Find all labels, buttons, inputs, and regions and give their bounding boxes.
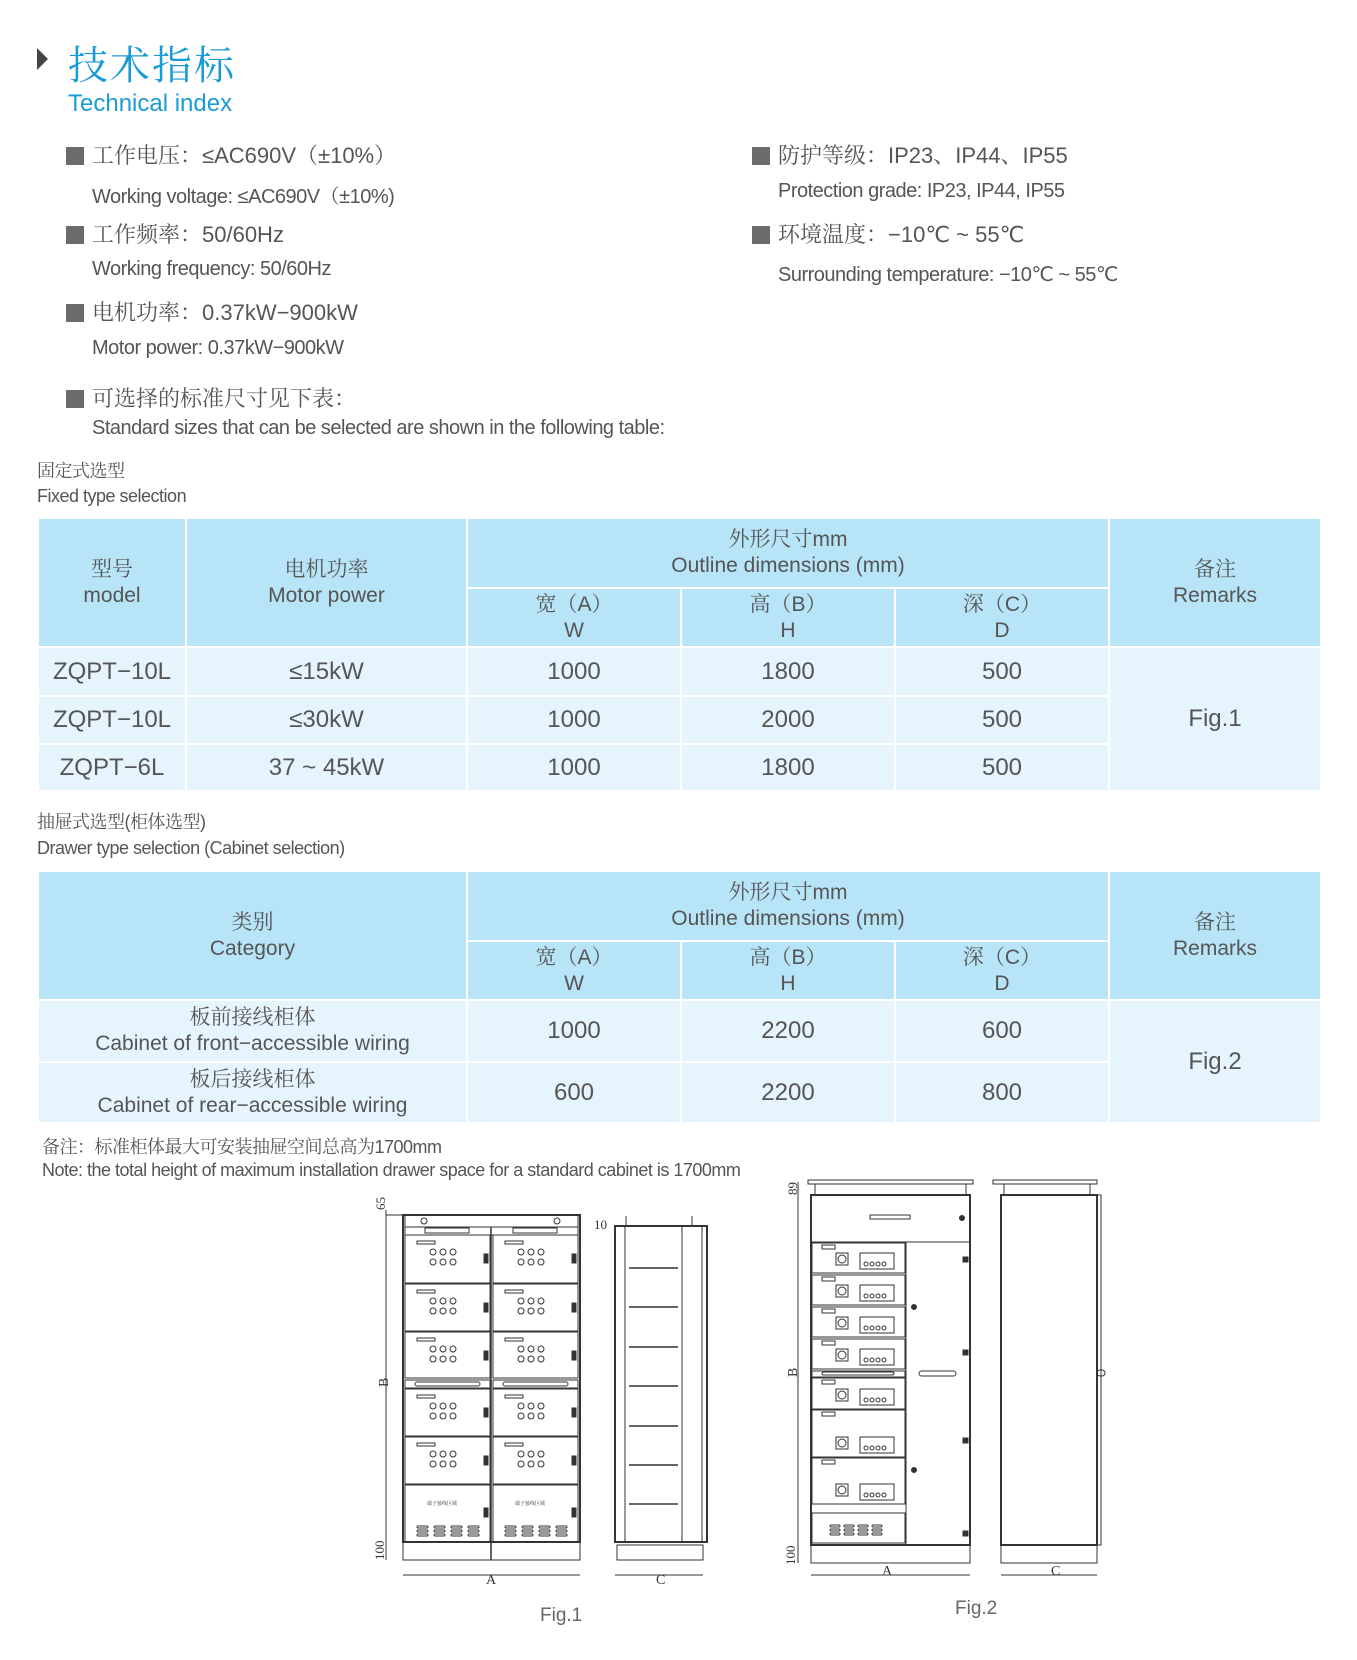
header-remarks-cn: 备注 — [1194, 557, 1236, 581]
fig1-drawing — [386, 1210, 707, 1575]
divider-strip — [493, 1380, 578, 1388]
button — [430, 1403, 436, 1409]
handle-slot — [822, 1372, 894, 1375]
cell-remark: Fig.1 — [1109, 647, 1321, 791]
button — [882, 1446, 886, 1450]
button — [538, 1403, 544, 1409]
vent-slot — [556, 1534, 567, 1536]
spec-power-en: Motor power: 0.37kW−900kW — [92, 337, 344, 359]
side-plinth — [617, 1545, 703, 1560]
switch-knob — [838, 1439, 846, 1447]
meter-panel — [860, 1389, 894, 1405]
button — [518, 1259, 524, 1265]
cabinet-side-outline — [1001, 1195, 1097, 1545]
button — [870, 1294, 874, 1298]
page-subtitle: Technical index — [68, 90, 233, 117]
button — [528, 1298, 534, 1304]
button — [450, 1461, 456, 1467]
door-handle — [919, 1371, 956, 1376]
button — [864, 1326, 868, 1330]
vent-slot — [858, 1525, 868, 1527]
button — [430, 1461, 436, 1467]
spec-protection-cn: 防护等级：IP23、IP44、IP55 — [778, 143, 1068, 168]
drawer-handle — [484, 1351, 488, 1360]
button — [440, 1413, 446, 1419]
drawer-module — [493, 1284, 578, 1331]
vent-slot — [417, 1526, 428, 1528]
door-hinge — [963, 1350, 968, 1355]
cell-depth: 500 — [895, 696, 1109, 744]
button — [430, 1451, 436, 1457]
button — [870, 1493, 874, 1497]
drawer-label — [505, 1395, 523, 1398]
vent-slot — [539, 1530, 550, 1532]
cabinet-side-outline — [615, 1226, 707, 1542]
button — [440, 1356, 446, 1362]
button — [528, 1259, 534, 1265]
button — [538, 1346, 544, 1352]
handle-slot — [513, 1228, 557, 1233]
drawer-handle — [484, 1508, 488, 1517]
cell-depth: 500 — [895, 647, 1109, 696]
cell-height: 2200 — [681, 1062, 895, 1123]
button — [538, 1413, 544, 1419]
door-hinge — [963, 1438, 968, 1443]
vent-slot — [451, 1526, 462, 1528]
drawer-label — [505, 1290, 523, 1293]
header-depth-cn: 深（C） — [962, 592, 1042, 616]
button — [430, 1413, 436, 1419]
header-remarks-cn: 备注 — [1194, 910, 1236, 934]
vent-slot — [468, 1530, 479, 1532]
button — [876, 1398, 880, 1402]
button — [876, 1294, 880, 1298]
header-outline-en: Outline dimensions (mm) — [671, 907, 905, 930]
handle-slot — [503, 1382, 568, 1386]
vent-slot — [417, 1530, 428, 1532]
door-hinge — [963, 1531, 968, 1536]
cell-width: 1000 — [467, 647, 681, 696]
button — [430, 1356, 436, 1362]
drawer-module — [493, 1332, 578, 1378]
side-plinth — [1001, 1545, 1097, 1563]
button — [882, 1493, 886, 1497]
fig1-dim-width: A — [486, 1573, 497, 1588]
drawer-label — [505, 1338, 523, 1341]
vent-slot — [451, 1534, 462, 1536]
header-category-cn: 类别 — [231, 910, 274, 934]
cell-power: 37 ~ 45kW — [186, 744, 467, 791]
button — [450, 1451, 456, 1457]
button — [518, 1403, 524, 1409]
header-model-en: model — [83, 583, 141, 607]
page-title: 技术指标 — [68, 44, 236, 88]
drawer-module — [405, 1235, 490, 1283]
fig2-caption: Fig.2 — [955, 1598, 998, 1619]
cell-category-cn: 板后接线柜体 — [189, 1067, 316, 1091]
drawer-label — [505, 1443, 523, 1446]
button — [528, 1346, 534, 1352]
handle-slot — [870, 1215, 910, 1219]
cell-width: 1000 — [467, 696, 681, 744]
button — [440, 1451, 446, 1457]
cell-height: 1800 — [681, 744, 895, 791]
button — [430, 1298, 436, 1304]
button — [864, 1294, 868, 1298]
button — [870, 1398, 874, 1402]
vent-slot — [844, 1533, 854, 1535]
cell-depth: 600 — [895, 1000, 1109, 1062]
button — [518, 1346, 524, 1352]
button — [518, 1356, 524, 1362]
button — [518, 1249, 524, 1255]
button — [440, 1403, 446, 1409]
vent-slot — [434, 1534, 445, 1536]
button — [518, 1451, 524, 1457]
button — [440, 1461, 446, 1467]
drawer-caption-cn: 抽屉式选型(柜体选型) — [37, 812, 206, 832]
button — [864, 1446, 868, 1450]
vent-slot — [844, 1529, 854, 1531]
button — [450, 1403, 456, 1409]
button — [430, 1346, 436, 1352]
cell-width: 1000 — [467, 744, 681, 791]
divider-strip — [405, 1380, 490, 1388]
cell-depth: 800 — [895, 1062, 1109, 1123]
fig1-dim-base: 100 — [372, 1540, 387, 1560]
button — [864, 1493, 868, 1497]
switch-knob — [838, 1255, 846, 1263]
meter-panel — [860, 1437, 894, 1453]
button — [882, 1358, 886, 1362]
cell-height: 2200 — [681, 1000, 895, 1062]
drawer-handle — [484, 1408, 488, 1417]
drawer-module — [812, 1458, 905, 1504]
button — [528, 1413, 534, 1419]
vent-slot — [830, 1525, 840, 1527]
drawer-handle — [572, 1303, 576, 1312]
fig2-dim-width: A — [882, 1564, 893, 1579]
fixed-caption-cn: 固定式选型 — [37, 461, 125, 481]
indicator-lamp — [960, 1216, 965, 1221]
header-model-cn: 型号 — [91, 557, 133, 581]
spec-protection-en: Protection grade: IP23, IP44, IP55 — [778, 180, 1065, 202]
header-width-en: W — [564, 618, 584, 642]
vent-slot — [505, 1534, 516, 1536]
cell-width: 600 — [467, 1062, 681, 1123]
vent-slot — [505, 1530, 516, 1532]
side-roof — [993, 1180, 1097, 1184]
fig1-dim-side: 10 — [594, 1217, 607, 1232]
button — [864, 1398, 868, 1402]
spec-frequency-cn: 工作频率：50/60Hz — [92, 222, 284, 247]
button — [528, 1451, 534, 1457]
button — [430, 1249, 436, 1255]
drawer-label — [822, 1341, 835, 1345]
button — [450, 1298, 456, 1304]
cell-width: 1000 — [467, 1000, 681, 1062]
terminal-area — [812, 1513, 905, 1543]
vent-slot — [830, 1533, 840, 1535]
handle-slot — [425, 1228, 469, 1233]
vent-slot — [872, 1533, 882, 1535]
vent-slot — [872, 1525, 882, 1527]
button — [450, 1308, 456, 1314]
switch-knob — [838, 1486, 846, 1494]
header-outline-en: Outline dimensions (mm) — [671, 554, 905, 577]
spec-sizes-cn: 可选择的标准尺寸见下表： — [92, 386, 357, 411]
button — [876, 1358, 880, 1362]
header-height-en: H — [780, 618, 796, 642]
cell-power: ≤15kW — [186, 647, 467, 696]
button — [440, 1346, 446, 1352]
note-cn: 备注：标准柜体最大可安装抽屉空间总高为1700mm — [42, 1137, 442, 1157]
header-width-en: W — [564, 971, 584, 995]
button — [876, 1326, 880, 1330]
door-lock — [912, 1305, 917, 1310]
cell-height: 1800 — [681, 647, 895, 696]
button — [528, 1356, 534, 1362]
button — [430, 1259, 436, 1265]
switch-knob — [838, 1287, 846, 1295]
fig1-caption: Fig.1 — [540, 1605, 583, 1626]
button — [450, 1356, 456, 1362]
vent-slot — [872, 1529, 882, 1531]
button — [882, 1262, 886, 1266]
drawer-label — [417, 1241, 435, 1244]
button — [440, 1249, 446, 1255]
header-depth-en: D — [994, 971, 1010, 995]
drawer-label — [822, 1245, 835, 1249]
fig1-terminal-label: 端子接线区域 — [515, 1502, 546, 1507]
button — [528, 1403, 534, 1409]
button — [538, 1298, 544, 1304]
button — [870, 1326, 874, 1330]
drawer-label — [822, 1277, 835, 1281]
button — [882, 1398, 886, 1402]
button — [518, 1298, 524, 1304]
note-en: Note: the total height of maximum installation drawer space for a standard cabinet is 1700mm — [42, 1160, 741, 1180]
drawer-module — [405, 1284, 490, 1331]
header-remarks-en: Remarks — [1172, 583, 1257, 607]
meter-panel — [860, 1253, 894, 1269]
button — [538, 1461, 544, 1467]
button — [450, 1413, 456, 1419]
vent-slot — [417, 1534, 428, 1536]
spec-sizes-en: Standard sizes that can be selected are shown in the following table: — [92, 417, 665, 439]
button — [450, 1346, 456, 1352]
button — [870, 1262, 874, 1266]
top-cap — [405, 1215, 578, 1227]
fig2-dim-top: 89 — [785, 1182, 800, 1195]
button — [450, 1259, 456, 1265]
cell-category-cn: 板前接线柜体 — [189, 1006, 316, 1029]
vent-slot — [556, 1526, 567, 1528]
button — [450, 1249, 456, 1255]
cell-model: ZQPT−10L — [38, 696, 186, 744]
terminal-area — [405, 1485, 490, 1542]
button — [876, 1262, 880, 1266]
button — [882, 1326, 886, 1330]
vent-slot — [858, 1533, 868, 1535]
header-height-en: H — [780, 971, 796, 995]
button — [518, 1413, 524, 1419]
fig2-dim-depth: C — [1051, 1564, 1061, 1579]
button — [882, 1294, 886, 1298]
drawer-module — [493, 1389, 578, 1436]
spec-temperature-cn: 环境温度：−10℃ ~ 55℃ — [778, 222, 1025, 247]
vent-slot — [451, 1530, 462, 1532]
vent-slot — [539, 1534, 550, 1536]
header-outline-cn: 外形尺寸mm — [728, 528, 848, 551]
roof — [808, 1180, 973, 1184]
cell-model: ZQPT−6L — [38, 744, 186, 791]
button — [876, 1493, 880, 1497]
button — [538, 1308, 544, 1314]
vent-slot — [844, 1525, 854, 1527]
switch-knob — [838, 1351, 846, 1359]
drawer-label — [417, 1338, 435, 1341]
button — [518, 1461, 524, 1467]
cell-model: ZQPT−10L — [38, 647, 186, 696]
vent-slot — [505, 1526, 516, 1528]
meter-panel — [860, 1349, 894, 1365]
vent-slot — [522, 1530, 533, 1532]
cell-category-en: Cabinet of rear−accessible wiring — [97, 1093, 408, 1117]
drawer-label — [822, 1380, 835, 1384]
header-depth-en: D — [994, 618, 1010, 642]
meter-panel — [860, 1484, 894, 1500]
drawer-module — [493, 1235, 578, 1283]
indicator-lamp — [554, 1218, 560, 1224]
button — [440, 1298, 446, 1304]
fig1-dim-top: 65 — [373, 1197, 388, 1210]
button — [528, 1249, 534, 1255]
fig2-dim-base: 100 — [783, 1545, 798, 1565]
vent-slot — [522, 1534, 533, 1536]
drawer-module — [493, 1437, 578, 1484]
button — [870, 1446, 874, 1450]
cell-height: 2000 — [681, 696, 895, 744]
spec-voltage-cn: 工作电压：≤AC690V（±10%） — [92, 143, 397, 168]
fig1-terminal-label: 端子接线区域 — [427, 1502, 458, 1507]
button — [430, 1308, 436, 1314]
button — [538, 1451, 544, 1457]
spec-power-cn: 电机功率：0.37kW−900kW — [92, 300, 358, 325]
door-hinge — [963, 1257, 968, 1262]
meter-panel — [860, 1285, 894, 1301]
header-width-cn: 宽（A） — [535, 945, 613, 969]
header-depth-cn: 深（C） — [962, 945, 1042, 969]
drawer-label — [417, 1443, 435, 1446]
vent-slot — [468, 1534, 479, 1536]
drawer-module — [405, 1389, 490, 1436]
drawer-handle — [572, 1351, 576, 1360]
vent-slot — [830, 1529, 840, 1531]
header-power-en: Motor power — [268, 583, 385, 607]
spec-temperature-en: Surrounding temperature: −10℃ ~ 55℃ — [778, 264, 1118, 286]
button — [864, 1262, 868, 1266]
header-height-cn: 高（B） — [749, 592, 827, 616]
drawer-module — [812, 1378, 905, 1409]
drawer-handle — [572, 1408, 576, 1417]
cell-power: ≤30kW — [186, 696, 467, 744]
button — [538, 1259, 544, 1265]
header-height-cn: 高（B） — [749, 945, 827, 969]
fig2-drawing — [798, 1180, 1105, 1575]
cell-category-en: Cabinet of front−accessible wiring — [95, 1032, 410, 1055]
spec-frequency-en: Working frequency: 50/60Hz — [92, 258, 331, 280]
header-power-cn: 电机功率 — [284, 557, 369, 581]
drawer-handle — [484, 1303, 488, 1312]
button — [518, 1308, 524, 1314]
button — [864, 1358, 868, 1362]
header-category-en: Category — [209, 936, 296, 960]
drawer-module — [405, 1332, 490, 1378]
vent-slot — [434, 1526, 445, 1528]
button — [440, 1308, 446, 1314]
fig1-dim-height: B — [377, 1377, 392, 1387]
fig2-dim-height: B — [786, 1367, 801, 1377]
drawer-caption-en: Drawer type selection (Cabinet selection) — [37, 838, 345, 858]
switch-knob — [838, 1391, 846, 1399]
button — [440, 1259, 446, 1265]
drawer-handle — [572, 1456, 576, 1465]
spec-voltage-en: Working voltage: ≤AC690V（±10%) — [92, 186, 395, 208]
button — [538, 1356, 544, 1362]
drawer-handle — [572, 1254, 576, 1263]
button — [528, 1461, 534, 1467]
button — [528, 1308, 534, 1314]
drawer-label — [822, 1460, 835, 1464]
drawer-handle — [484, 1456, 488, 1465]
vent-slot — [858, 1529, 868, 1531]
vent-slot — [539, 1526, 550, 1528]
fig1-dim-depth: C — [656, 1573, 666, 1588]
drawer-handle — [484, 1254, 488, 1263]
header-width-cn: 宽（A） — [535, 592, 613, 616]
header-remarks-en: Remarks — [1172, 936, 1257, 960]
drawer-label — [822, 1309, 835, 1313]
drawer-label — [417, 1395, 435, 1398]
button — [870, 1358, 874, 1362]
door-lock — [912, 1468, 917, 1473]
indicator-lamp — [421, 1218, 427, 1224]
vent-slot — [434, 1530, 445, 1532]
cell-remark: Fig.2 — [1109, 1000, 1321, 1123]
drawer-label — [822, 1412, 835, 1416]
vent-slot — [468, 1526, 479, 1528]
button — [538, 1249, 544, 1255]
vent-slot — [556, 1530, 567, 1532]
terminal-area — [493, 1485, 578, 1542]
drawer-module — [405, 1437, 490, 1484]
plinth — [811, 1545, 970, 1563]
button — [876, 1446, 880, 1450]
cell-depth: 500 — [895, 744, 1109, 791]
drawer-handle — [572, 1508, 576, 1517]
fixed-caption-en: Fixed type selection — [37, 486, 187, 506]
meter-panel — [860, 1317, 894, 1333]
header-outline-cn: 外形尺寸mm — [728, 881, 848, 904]
switch-knob — [838, 1319, 846, 1327]
drawer-label — [505, 1241, 523, 1244]
handle-slot — [415, 1382, 480, 1386]
drawer-label — [417, 1290, 435, 1293]
vent-slot — [522, 1526, 533, 1528]
drawer-module — [812, 1410, 905, 1457]
